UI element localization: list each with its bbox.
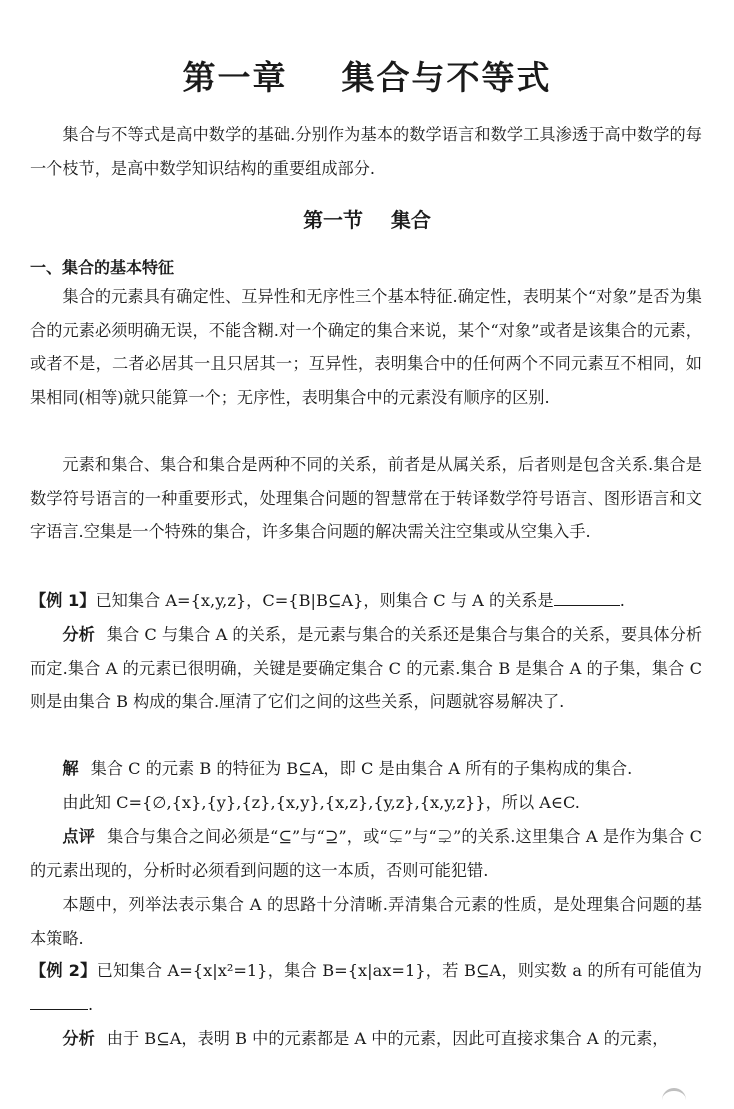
- answer-blank: [30, 995, 88, 1010]
- example-1-comment-text: 集合与集合之间必须是“⊆”与“⊇”，或“⊊”与“⊋”的关系.这里集合 A 是作为集合 C 的元素出现的，分析时必须看到问题的这一本质，否则可能犯错.: [30, 827, 702, 880]
- example-1-question-text: 已知集合 A={x,y,z}，C={B|B⊆A}，则集合 C 与 A 的关系是: [95, 591, 554, 610]
- example-2-analysis: [30, 1022, 702, 1056]
- example-2-question-end: .: [88, 994, 94, 1014]
- example-2-question: [30, 954, 702, 1021]
- page-curl-decoration: [662, 1088, 686, 1101]
- analysis-label: 分析: [62, 625, 95, 644]
- comment-label: 点评: [62, 827, 95, 846]
- example-1-comment-2: 本题中，列举法表示集合 A 的思路十分清晰.弄清集合元素的性质，是处理集合问题的基本策略.: [30, 895, 702, 948]
- solution-label: 解: [62, 759, 79, 778]
- example-1-analysis-text: 集合 C 与集合 A 的关系，是元素与集合的关系还是集合与集合的关系，要具体分析而定.集合 A 的元素已很明确，关键是要确定集合 C 的元素.集合 B 是集合 A 的子集，集合 C 则是由集合 B 构成的集合.厘清了它们之间的这些关系，问题就容易解决了.: [30, 625, 703, 711]
- answer-blank: [554, 591, 620, 606]
- example-1-comment: [30, 820, 702, 887]
- example-1-label: 【例 1】: [30, 591, 96, 610]
- body-paragraph-1: 集合的元素具有确定性、互异性和无序性三个基本特征.确定性，表明某个“对象”是否为集合的元素必须明确无误，不能含糊.对一个确定的集合来说，某个“对象”或者是该集合的元素，或者不是，二者必居其一且只居其一；互异性，表明集合中的任何两个不同元素互不相同，如果相同(相等)就只能算一个；无序性，表明集合中的元素没有顺序的区别.: [30, 287, 702, 407]
- body-paragraph-2: 元素和集合、集合和集合是两种不同的关系，前者是从属关系，后者则是包含关系.集合是数学符号语言的一种重要形式，处理集合问题的智慧常在于转译数学符号语言、图形语言和文字语言.空集是一个特殊的集合，许多集合问题的解决需关注空集或从空集入手.: [30, 455, 702, 541]
- subsection-heading: 一、集合的基本特征: [30, 258, 175, 277]
- analysis-label: 分析: [62, 1029, 95, 1048]
- example-1-solution: [30, 752, 702, 786]
- example-1-question-end: .: [619, 591, 625, 610]
- example-1-solution-2: 由此知 C={∅,{x},{y},{z},{x,y},{x,z},{y,z},{x,y,z}}，所以 A∈C.: [62, 793, 580, 812]
- chapter-title: 第一章 集合与不等式: [182, 58, 552, 97]
- example-1-analysis: [30, 618, 702, 719]
- example-1-question: [30, 584, 702, 618]
- example-2-label: 【例 2】: [30, 961, 97, 980]
- intro-paragraph: 集合与不等式是高中数学的基础.分别作为基本的数学语言和数学工具渗透于高中数学的每一个枝节，是高中数学知识结构的重要组成部分.: [30, 125, 702, 178]
- example-2-analysis-text: 由于 B⊆A，表明 B 中的元素都是 A 中的元素，因此可直接求集合 A 的元素，: [106, 1029, 669, 1048]
- example-1-solution-text: 集合 C 的元素 B 的特征为 B⊆A，即 C 是由集合 A 所有的子集构成的集合.: [90, 759, 633, 778]
- example-2-question-text: 已知集合 A={x|x²=1}，集合 B={x|ax=1}，若 B⊆A，则实数 a 的所有可能值为: [96, 961, 702, 980]
- section-title: 第一节 集合: [303, 208, 431, 232]
